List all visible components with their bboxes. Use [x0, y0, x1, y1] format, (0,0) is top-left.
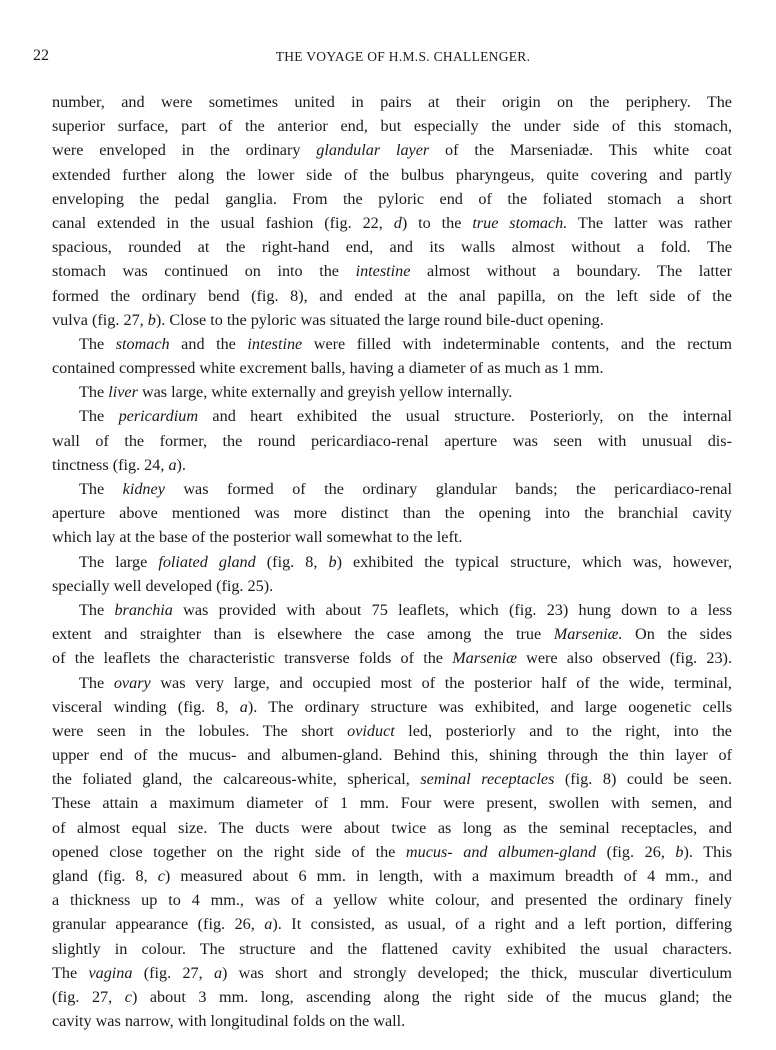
text-run: ). Close to the pyloric was situated the large round bile-duct opening.: [155, 310, 604, 329]
text-run: led, posteriorly and to the right, into the: [394, 721, 732, 740]
text-run: were also observed (fig. 23).: [516, 649, 732, 668]
text-run: extended further along the lower side of the bulbus pharyngeus, quite covering and partly: [52, 165, 732, 184]
text-run: ) exhibited the typical structure, which was, however,: [336, 552, 733, 571]
text-line: [52, 671, 732, 695]
text-run: ). This: [683, 842, 732, 861]
text-line: [52, 404, 732, 428]
text-line: [52, 356, 732, 380]
text-run: vulva (fig. 27,: [52, 310, 148, 329]
text-run: (fig. 27,: [52, 987, 125, 1006]
text-line: [52, 791, 732, 815]
text-run: The: [52, 963, 89, 982]
italic-term: Marseniæ: [452, 649, 517, 668]
text-line: [52, 163, 732, 187]
text-run: ) about 3 mm. long, ascending along the right side of the mucus gland; the: [131, 987, 732, 1006]
text-line: [52, 114, 732, 138]
text-run: (fig. 27,: [132, 963, 214, 982]
italic-term: a: [213, 963, 223, 982]
italic-term: foliated gland: [158, 552, 256, 571]
italic-term: d: [393, 213, 402, 232]
text-line: [52, 525, 732, 549]
text-run: and heart exhibited the usual structure. Posteriorly, on the internal: [198, 407, 733, 426]
text-run: a thickness up to 4 mm., was of a yellow white colour, and presented the ordinary finely: [52, 891, 732, 910]
italic-term: c: [157, 867, 165, 885]
text-run: was provided with about 75 leaflets, which (fig. 23) hung down to a less: [172, 600, 732, 619]
text-line: [52, 211, 732, 235]
text-run: granular appearance (fig. 26,: [52, 915, 265, 934]
italic-term: c: [124, 987, 132, 1006]
text-line: [52, 550, 732, 574]
text-run: canal extended in the usual fashion (fig. 22,: [52, 213, 394, 232]
text-line: [52, 646, 732, 670]
text-line: [52, 308, 732, 332]
text-run: The: [79, 600, 115, 619]
italic-term: branchia: [114, 600, 173, 619]
text-run: These attain a maximum diameter of 1 mm. Four were present, swollen with semen, and: [52, 794, 732, 813]
text-line: [52, 187, 732, 211]
text-run: upper end of the mucus- and albumen-gland. Behind this, shining through the thin layer of: [52, 746, 732, 765]
text-run: enveloping the pedal ganglia. From the pyloric end of the foliated stomach a short: [52, 189, 732, 208]
italic-term: ovary: [113, 673, 151, 692]
text-line: [52, 598, 732, 622]
text-run: On the sides: [622, 625, 733, 644]
text-run: wall of the former, the round pericardiaco-renal aperture was seen with unusual dis-: [52, 431, 732, 450]
text-run: (fig. 8) could be seen.: [554, 770, 732, 789]
text-run: the foliated gland, the calcareous-white, spherical,: [52, 770, 421, 789]
text-run: The large: [79, 552, 159, 571]
text-run: formed the ordinary bend (fig. 8), and ended at the anal papilla, on the left side of the: [52, 286, 732, 305]
text-run: opened close together on the right side of the: [52, 842, 406, 861]
italic-term: liver: [108, 383, 138, 402]
text-line: [52, 235, 732, 259]
text-run: specially well developed (fig. 25).: [52, 576, 274, 595]
text-run: The latter was rather: [567, 213, 733, 232]
running-title: THE VOYAGE OF H.M.S. CHALLENGER.: [275, 49, 531, 64]
body-text: [52, 90, 732, 1033]
text-run: were seen in the lobules. The short: [52, 721, 348, 740]
text-line: [52, 985, 732, 1009]
text-line: [52, 719, 732, 743]
text-line: [52, 138, 732, 162]
text-run: (fig. 26,: [596, 842, 676, 861]
text-run: ). It consisted, as usual, of a right and a left portion, differing: [272, 915, 732, 934]
text-run: was very large, and occupied most of the posterior half of the wide, terminal,: [150, 673, 732, 692]
text-line: [52, 574, 732, 598]
text-run: ) to the: [401, 213, 473, 232]
italic-term: a: [264, 915, 273, 934]
text-line: [52, 937, 732, 961]
text-run: almost without a boundary. The latter: [410, 262, 732, 281]
text-line: [52, 816, 732, 840]
text-line: [52, 840, 732, 864]
italic-term: Marseniæ.: [553, 625, 623, 644]
text-run: The: [79, 480, 123, 498]
text-run: of the Marseniadæ. This white coat: [429, 141, 732, 160]
text-line: [52, 743, 732, 767]
text-run: ).: [176, 455, 186, 474]
text-run: The: [79, 383, 109, 402]
text-run: ). The ordinary structure was exhibited, and large oogenetic cells: [247, 697, 732, 716]
text-line: [52, 961, 732, 985]
text-line: [52, 912, 732, 936]
text-run: ) was short and strongly developed; the thick, muscular diverticulum: [222, 963, 732, 982]
text-run: gland (fig. 8,: [52, 867, 158, 885]
text-run: of almost equal size. The ducts were about twice as long as the seminal receptacles, and: [52, 818, 732, 837]
text-line: [52, 477, 732, 501]
text-line: [52, 622, 732, 646]
italic-term: a: [168, 455, 177, 474]
italic-term: true stomach.: [472, 213, 568, 232]
italic-term: stomach: [115, 334, 170, 353]
text-run: were enveloped in the ordinary: [52, 141, 317, 160]
text-run: number, and were sometimes united in pairs at their origin on the periphery. The: [52, 93, 732, 111]
text-line: [52, 90, 732, 114]
text-line: [52, 501, 732, 525]
italic-term: intestine: [247, 334, 303, 353]
italic-term: b: [147, 310, 156, 329]
italic-term: oviduct: [347, 721, 395, 740]
text-run: ) measured about 6 mm. in length, with a maximum breadth of 4 mm., and: [164, 867, 733, 885]
text-line: [52, 864, 732, 888]
italic-term: glandular layer: [316, 141, 430, 160]
text-line: [52, 380, 732, 404]
text-run: tinctness (fig. 24,: [52, 455, 169, 474]
text-run: The: [79, 334, 116, 353]
page-number: 22: [33, 47, 49, 64]
text-line: [52, 259, 732, 283]
text-run: aperture above mentioned was more distinct than the opening into the branchial cavity: [52, 504, 732, 523]
text-run: slightly in colour. The structure and the flattened cavity exhibited the usual characters.: [52, 939, 732, 958]
text-run: and the: [169, 334, 248, 353]
italic-term: vagina: [88, 963, 133, 982]
text-line: [52, 453, 732, 477]
text-line: [52, 695, 732, 719]
italic-term: kidney: [122, 480, 165, 498]
text-run: contained compressed white excrement balls, having a diameter of as much as 1 mm.: [52, 359, 604, 378]
italic-term: a: [239, 697, 248, 716]
text-run: were filled with indeterminable contents, and the rectum: [302, 334, 733, 353]
text-line: [52, 888, 732, 912]
text-run: of the leaflets the characteristic transverse folds of the: [52, 649, 453, 668]
text-line: [52, 284, 732, 308]
text-run: cavity was narrow, with longitudinal folds on the wall.: [52, 1012, 406, 1031]
text-run: The: [79, 673, 114, 692]
text-run: extent and straighter than is elsewhere the case among the true: [52, 625, 554, 644]
italic-term: seminal receptacles: [420, 770, 555, 789]
text-line: [52, 1009, 732, 1033]
italic-term: b: [675, 842, 684, 861]
text-run: visceral winding (fig. 8,: [52, 697, 240, 716]
italic-term: intestine: [355, 262, 411, 281]
text-run: which lay at the base of the posterior wall somewhat to the left.: [52, 528, 463, 547]
italic-term: b: [328, 552, 337, 571]
text-run: The: [79, 407, 119, 426]
italic-term: mucus- and albumen-gland: [405, 842, 597, 861]
text-run: was formed of the ordinary glandular bands; the pericardiaco-renal: [164, 480, 732, 498]
text-run: was large, white externally and greyish yellow internally.: [137, 383, 513, 402]
text-run: superior surface, part of the anterior end, but especially the under side of this stomach,: [52, 117, 732, 136]
text-line: [52, 332, 732, 356]
text-line: [52, 767, 732, 791]
text-run: (fig. 8,: [255, 552, 329, 571]
text-line: [52, 429, 732, 453]
italic-term: pericardium: [118, 407, 199, 426]
text-run: spacious, rounded at the right-hand end, and its walls almost without a fold. The: [52, 238, 732, 257]
text-run: stomach was continued on into the: [52, 262, 356, 281]
